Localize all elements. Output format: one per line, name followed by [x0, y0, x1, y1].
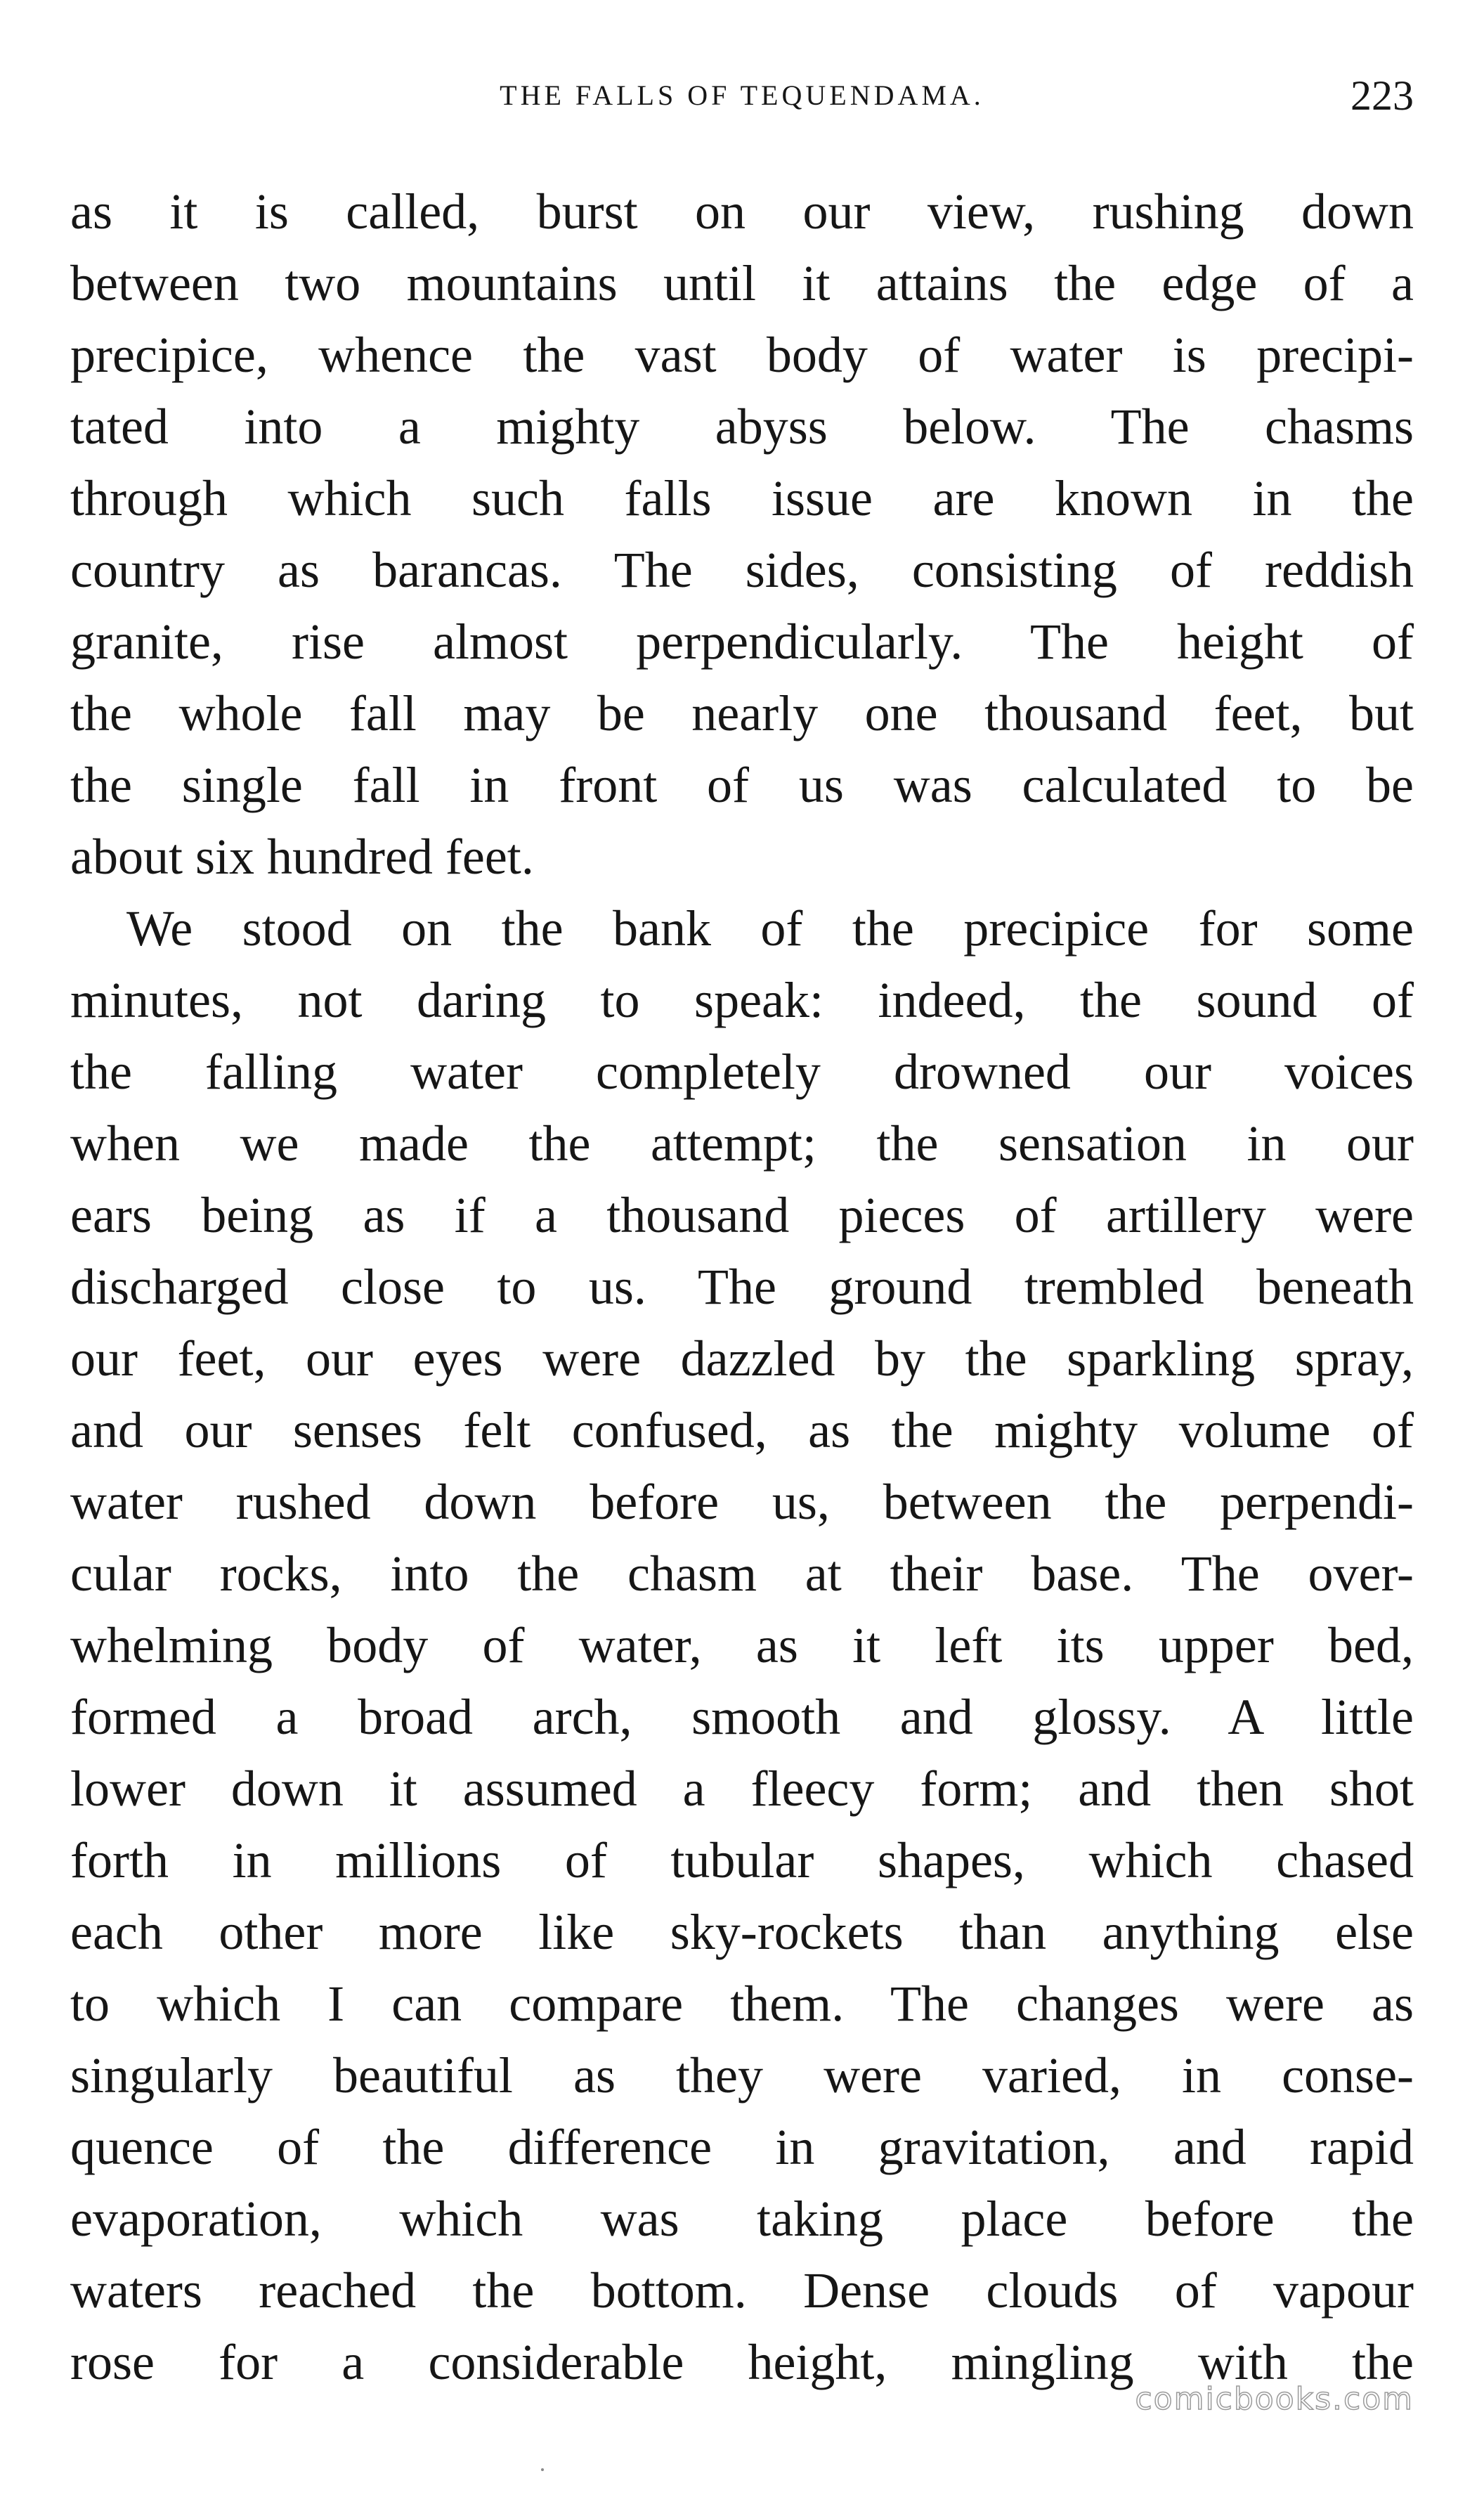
text-line: evaporation, which was taking place before the	[70, 2191, 1414, 2247]
text-line: cular rocks, into the chasm at their base. The over-	[70, 1545, 1414, 1602]
text-line: between two mountains until it attains the edge of a	[70, 255, 1414, 311]
text-line: singularly beautiful as they were varied, in conse-	[70, 2047, 1414, 2104]
text-line: whelming body of water, as it left its upper bed,	[70, 1617, 1414, 1673]
text-line: and our senses felt confused, as the mighty volume of	[70, 1402, 1414, 1458]
text-line: rose for a considerable height, mingling with the	[70, 2334, 1414, 2390]
text-line: We stood on the bank of the precipice for some	[126, 900, 1414, 957]
text-line: the whole fall may be nearly one thousand feet, but	[70, 685, 1414, 741]
running-title: THE FALLS OF TEQUENDAMA.	[500, 79, 984, 111]
text-line: discharged close to us. The ground trembled beneath	[70, 1259, 1414, 1315]
ink-speck	[541, 2468, 544, 2471]
text-line: to which I can compare them. The changes were as	[70, 1976, 1414, 2032]
text-line: minutes, not daring to speak: indeed, the sound of	[70, 972, 1414, 1028]
text-line: ears being as if a thousand pieces of artillery were	[70, 1187, 1414, 1243]
text-line: forth in millions of tubular shapes, which chased	[70, 1832, 1414, 1888]
page-number: 223	[1350, 72, 1414, 119]
watermark: comicbooks.com	[1135, 2381, 1414, 2417]
text-line: through which such falls issue are known in the	[70, 470, 1414, 526]
running-header	[70, 67, 1414, 124]
paragraph-1	[70, 176, 1414, 893]
text-line: the falling water completely drowned our voices	[70, 1044, 1414, 1100]
text-line: about six hundred feet.	[70, 829, 534, 885]
paragraph-2	[70, 893, 1414, 2398]
text-line: precipice, whence the vast body of water is precipi-	[70, 327, 1414, 383]
text-line: tated into a mighty abyss below. The chasms	[70, 398, 1414, 455]
body-text	[70, 176, 1414, 2398]
text-line: quence of the difference in gravitation, and rapid	[70, 2119, 1414, 2175]
text-line: water rushed down before us, between the perpendi-	[70, 1474, 1414, 1530]
text-line: as it is called, burst on our view, rushing down	[70, 183, 1414, 240]
text-line: our feet, our eyes were dazzled by the sparkling spray,	[70, 1330, 1414, 1387]
text-line: granite, rise almost perpendicularly. The height of	[70, 614, 1414, 670]
text-line: each other more like sky-rockets than anything else	[70, 1904, 1414, 1960]
text-line: when we made the attempt; the sensation in our	[70, 1115, 1414, 1172]
text-line: country as barancas. The sides, consisting of reddish	[70, 542, 1414, 598]
text-line: the single fall in front of us was calculated to be	[70, 757, 1414, 813]
text-line: lower down it assumed a fleecy form; and then shot	[70, 1761, 1414, 1817]
text-line: formed a broad arch, smooth and glossy. A little	[70, 1689, 1414, 1745]
text-line: waters reached the bottom. Dense clouds of vapour	[70, 2262, 1414, 2319]
